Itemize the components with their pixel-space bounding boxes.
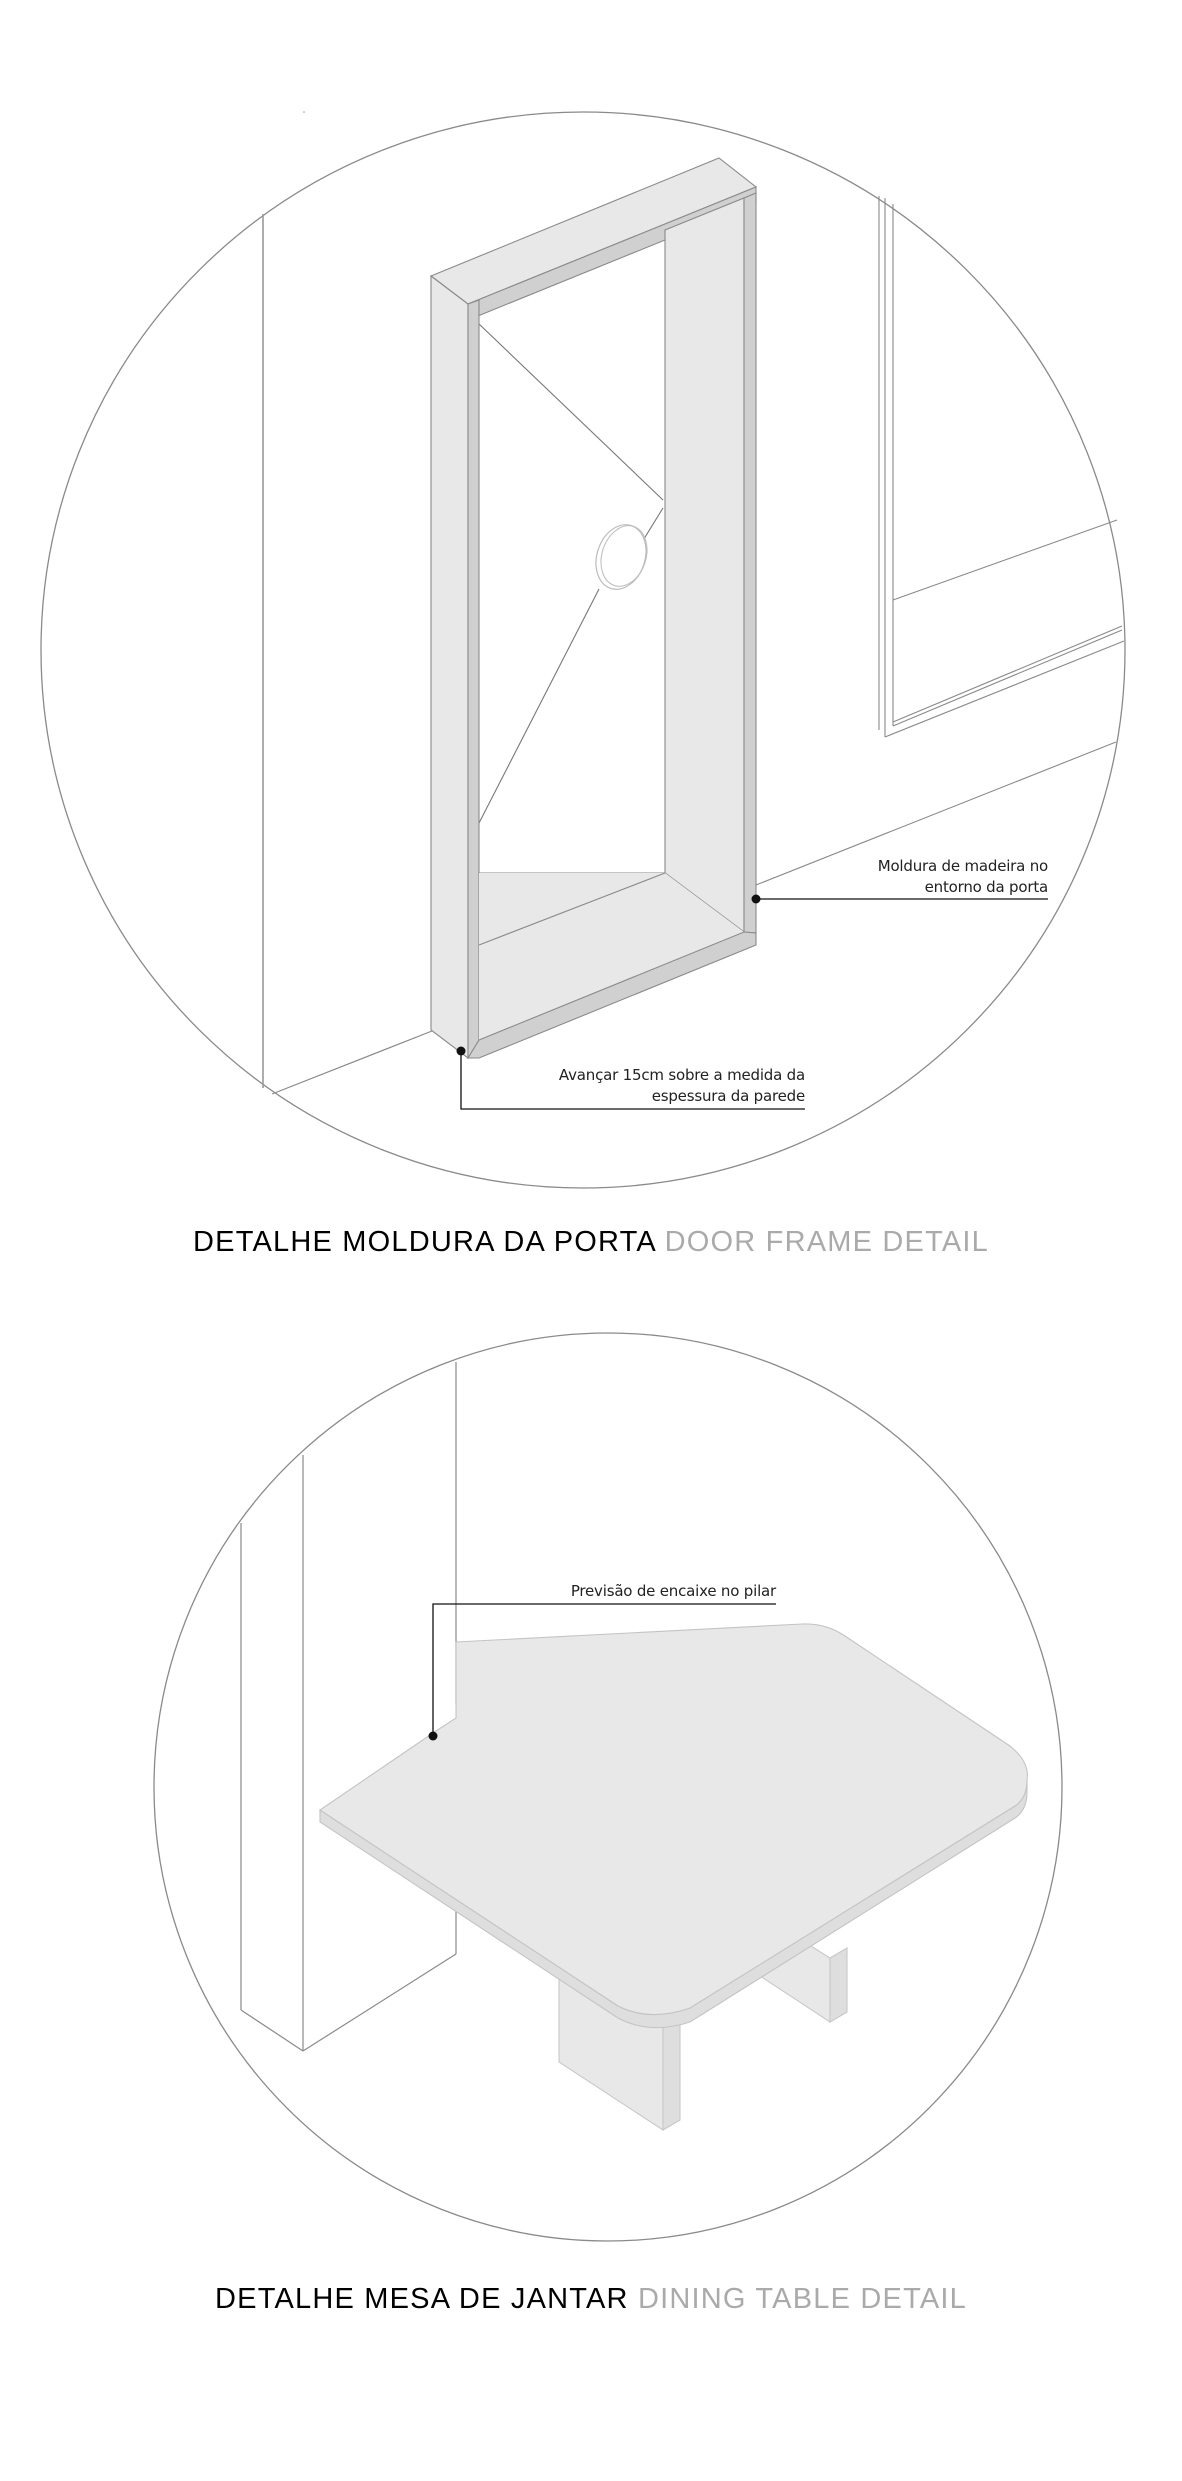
table-leg-front: [559, 1978, 680, 2130]
annotation-pillar-fit: Previsão de encaixe no pilar: [570, 1582, 776, 1600]
table-top-edge: [320, 1780, 1027, 2028]
door-frame-caption: [0, 1226, 1182, 1259]
window-frame: [879, 196, 1124, 737]
door-frame: [431, 158, 756, 1058]
annotation-wood-frame: Moldura de madeira no entorno da porta: [877, 857, 1048, 896]
caption-secondary: DOOR FRAME DETAIL: [664, 1226, 989, 1258]
table-top: [320, 1624, 1027, 2015]
table-detail-circle: [154, 1333, 1062, 2241]
caption-secondary: DINING TABLE DETAIL: [637, 2283, 967, 2315]
dining-table-caption: [0, 2283, 1182, 2316]
caption-primary: DETALHE MOLDURA DA PORTA: [193, 1226, 656, 1258]
door-knob: [588, 518, 654, 596]
caption-primary: DETALHE MESA DE JANTAR: [215, 2283, 629, 2315]
annotation-wall-thickness: Avançar 15cm sobre a medida da espessura da parede: [558, 1066, 805, 1105]
leader-dot: [429, 1732, 438, 1741]
table-leg-back: [754, 1910, 847, 2022]
